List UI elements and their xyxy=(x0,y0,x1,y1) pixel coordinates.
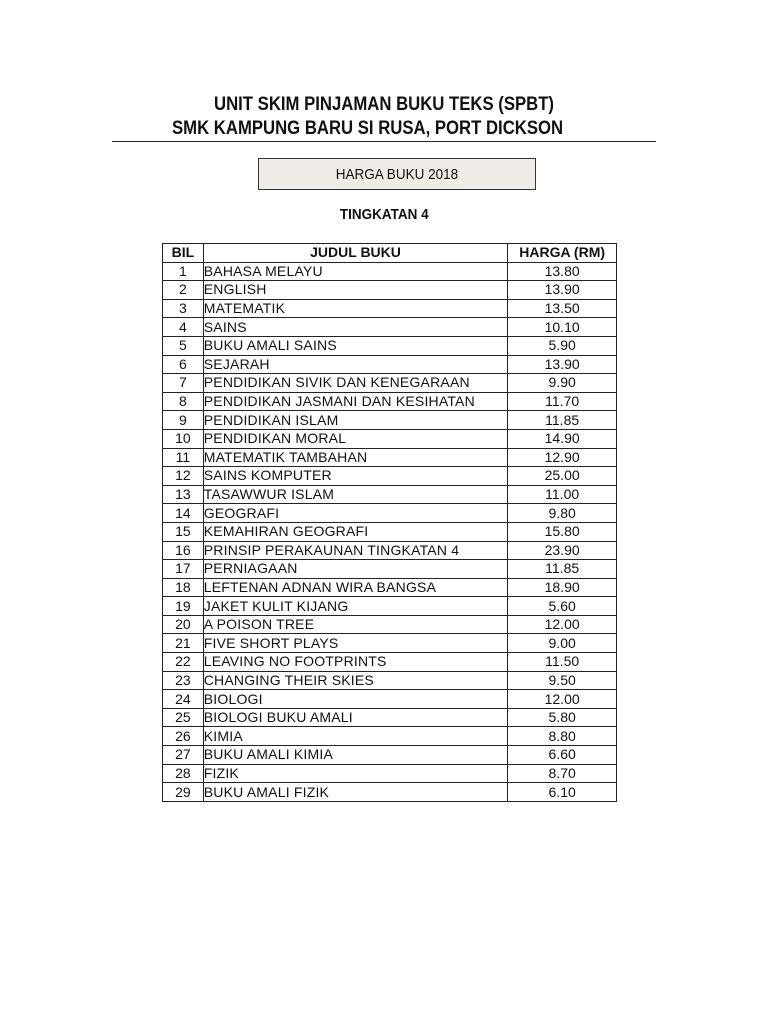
table-row xyxy=(163,392,617,411)
book-title: KIMIA xyxy=(203,727,508,746)
book-price: 8.70 xyxy=(508,764,617,783)
book-title: ENGLISH xyxy=(203,281,508,300)
document-title: UNIT SKIM PINJAMAN BUKU TEKS (SPBT) xyxy=(214,94,554,115)
column-header-bil: BIL xyxy=(163,244,204,263)
book-title: PRINSIP PERAKAUNAN TINGKATAN 4 xyxy=(203,541,508,560)
column-header-harga: HARGA (RM) xyxy=(508,244,617,263)
book-title: FIZIK xyxy=(203,764,508,783)
book-price: 15.80 xyxy=(508,522,617,541)
table-row xyxy=(163,690,617,709)
book-price: 23.90 xyxy=(508,541,617,560)
book-title: MATEMATIK xyxy=(203,299,508,318)
table-row xyxy=(163,615,617,634)
book-title: SEJARAH xyxy=(203,355,508,374)
table-body xyxy=(163,262,617,801)
book-price: 11.00 xyxy=(508,485,617,504)
table-row xyxy=(163,429,617,448)
book-title: BUKU AMALI FIZIK xyxy=(203,783,508,802)
book-price: 6.60 xyxy=(508,746,617,765)
row-number: 14 xyxy=(163,504,204,523)
form-level-heading xyxy=(0,206,768,223)
table-row xyxy=(163,560,617,579)
book-price: 9.80 xyxy=(508,504,617,523)
book-title: GEOGRAFI xyxy=(203,504,508,523)
table-row xyxy=(163,783,617,802)
row-number: 8 xyxy=(163,392,204,411)
table-row xyxy=(163,262,617,281)
row-number: 19 xyxy=(163,597,204,616)
table-row xyxy=(163,467,617,486)
row-number: 17 xyxy=(163,560,204,579)
book-price: 5.90 xyxy=(508,336,617,355)
row-number: 10 xyxy=(163,429,204,448)
row-number: 11 xyxy=(163,448,204,467)
book-title: TASAWWUR ISLAM xyxy=(203,485,508,504)
row-number: 28 xyxy=(163,764,204,783)
row-number: 29 xyxy=(163,783,204,802)
table-row xyxy=(163,485,617,504)
table-row xyxy=(163,634,617,653)
book-title: PENDIDIKAN ISLAM xyxy=(203,411,508,430)
school-name: SMK KAMPUNG BARU SI RUSA, PORT DICKSON xyxy=(172,118,564,139)
book-price: 11.50 xyxy=(508,653,617,672)
book-title: SAINS KOMPUTER xyxy=(203,467,508,486)
table-row xyxy=(163,448,617,467)
header-divider xyxy=(112,141,656,142)
row-number: 21 xyxy=(163,634,204,653)
row-number: 12 xyxy=(163,467,204,486)
row-number: 22 xyxy=(163,653,204,672)
table-row xyxy=(163,597,617,616)
book-title: MATEMATIK TAMBAHAN xyxy=(203,448,508,467)
table-row xyxy=(163,318,617,337)
book-price: 11.70 xyxy=(508,392,617,411)
book-price: 14.90 xyxy=(508,429,617,448)
row-number: 16 xyxy=(163,541,204,560)
book-price: 5.60 xyxy=(508,597,617,616)
book-price: 12.00 xyxy=(508,615,617,634)
book-title: BUKU AMALI SAINS xyxy=(203,336,508,355)
book-price: 11.85 xyxy=(508,411,617,430)
row-number: 7 xyxy=(163,374,204,393)
book-price: 6.10 xyxy=(508,783,617,802)
table-row xyxy=(163,522,617,541)
column-header-judul-buku: JUDUL BUKU xyxy=(203,244,508,263)
book-title: PENDIDIKAN MORAL xyxy=(203,429,508,448)
book-title: SAINS xyxy=(203,318,508,337)
row-number: 2 xyxy=(163,281,204,300)
book-price: 10.10 xyxy=(508,318,617,337)
book-title: KEMAHIRAN GEOGRAFI xyxy=(203,522,508,541)
book-price: 9.90 xyxy=(508,374,617,393)
book-title: LEFTENAN ADNAN WIRA BANGSA xyxy=(203,578,508,597)
book-title: PENDIDIKAN JASMANI DAN KESIHATAN xyxy=(203,392,508,411)
table-row xyxy=(163,708,617,727)
row-number: 3 xyxy=(163,299,204,318)
book-price: 25.00 xyxy=(508,467,617,486)
table-row xyxy=(163,578,617,597)
book-title: JAKET KULIT KIJANG xyxy=(203,597,508,616)
row-number: 9 xyxy=(163,411,204,430)
table-row xyxy=(163,727,617,746)
table-row xyxy=(163,746,617,765)
book-title: PERNIAGAAN xyxy=(203,560,508,579)
row-number: 24 xyxy=(163,690,204,709)
row-number: 1 xyxy=(163,262,204,281)
table-row xyxy=(163,374,617,393)
table-row xyxy=(163,355,617,374)
book-price: 9.50 xyxy=(508,671,617,690)
book-title: BUKU AMALI KIMIA xyxy=(203,746,508,765)
book-title: A POISON TREE xyxy=(203,615,508,634)
book-price: 11.85 xyxy=(508,560,617,579)
table-header-row xyxy=(163,244,617,263)
table-row xyxy=(163,671,617,690)
book-title: PENDIDIKAN SIVIK DAN KENEGARAAN xyxy=(203,374,508,393)
table-row xyxy=(163,299,617,318)
book-price-table xyxy=(162,243,617,802)
book-title: CHANGING THEIR SKIES xyxy=(203,671,508,690)
book-price: 13.80 xyxy=(508,262,617,281)
row-number: 6 xyxy=(163,355,204,374)
table-row xyxy=(163,504,617,523)
book-price: 13.90 xyxy=(508,355,617,374)
price-year-box xyxy=(258,158,536,190)
book-title: LEAVING NO FOOTPRINTS xyxy=(203,653,508,672)
row-number: 5 xyxy=(163,336,204,355)
table-row xyxy=(163,541,617,560)
book-price: 8.80 xyxy=(508,727,617,746)
book-price: 5.80 xyxy=(508,708,617,727)
row-number: 18 xyxy=(163,578,204,597)
row-number: 13 xyxy=(163,485,204,504)
book-price: 12.00 xyxy=(508,690,617,709)
table-row xyxy=(163,764,617,783)
book-price: 18.90 xyxy=(508,578,617,597)
row-number: 25 xyxy=(163,708,204,727)
table-row xyxy=(163,336,617,355)
row-number: 23 xyxy=(163,671,204,690)
row-number: 4 xyxy=(163,318,204,337)
form-level-label: TINGKATAN 4 xyxy=(339,206,429,223)
book-price: 13.90 xyxy=(508,281,617,300)
price-year-label: HARGA BUKU 2018 xyxy=(335,165,459,183)
table-row xyxy=(163,281,617,300)
book-title: FIVE SHORT PLAYS xyxy=(203,634,508,653)
book-price: 9.00 xyxy=(508,634,617,653)
row-number: 15 xyxy=(163,522,204,541)
table-row xyxy=(163,653,617,672)
book-price: 13.50 xyxy=(508,299,617,318)
row-number: 26 xyxy=(163,727,204,746)
table-row xyxy=(163,411,617,430)
row-number: 20 xyxy=(163,615,204,634)
book-title: BIOLOGI BUKU AMALI xyxy=(203,708,508,727)
book-title: BAHASA MELAYU xyxy=(203,262,508,281)
row-number: 27 xyxy=(163,746,204,765)
book-price: 12.90 xyxy=(508,448,617,467)
book-title: BIOLOGI xyxy=(203,690,508,709)
